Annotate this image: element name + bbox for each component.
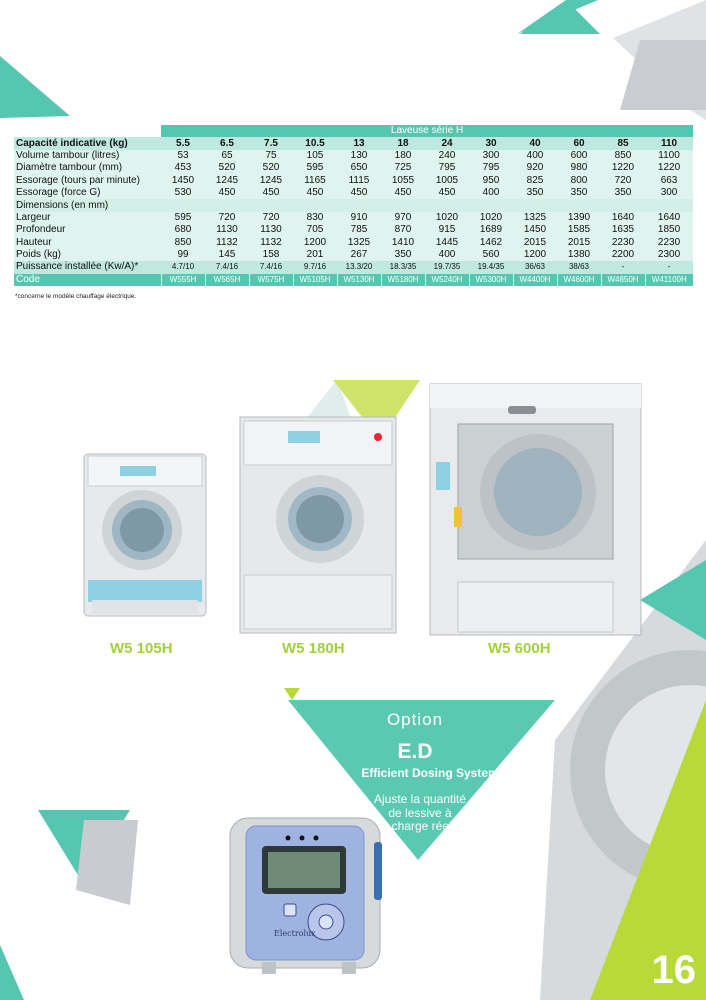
table-cell: 1585 bbox=[557, 224, 601, 236]
table-cell: 595 bbox=[161, 212, 205, 224]
table-cell: 350 bbox=[513, 187, 557, 199]
table-cell: 600 bbox=[557, 150, 601, 162]
table-cell: 1410 bbox=[381, 237, 425, 249]
power-cell: 19.7/35 bbox=[425, 261, 469, 273]
code-cell: W565H bbox=[205, 274, 249, 286]
table-cell: 450 bbox=[381, 187, 425, 199]
table-cell: 795 bbox=[469, 162, 513, 174]
table-cell: 1200 bbox=[513, 249, 557, 261]
capacity-label: Capacité indicative (kg) bbox=[14, 137, 161, 149]
table-cell: 350 bbox=[601, 187, 645, 199]
code-cell: W41100H bbox=[645, 274, 693, 286]
table-cell: 145 bbox=[205, 249, 249, 261]
table-cell: 1100 bbox=[645, 150, 693, 162]
power-cell: 7.4/16 bbox=[249, 261, 293, 273]
table-cell: 950 bbox=[469, 175, 513, 187]
footnote: *concerne le modèle chauffage électrique. bbox=[15, 293, 137, 300]
row-label: Largeur bbox=[14, 212, 161, 224]
table-cell: 870 bbox=[381, 224, 425, 236]
table-cell: 825 bbox=[513, 175, 557, 187]
spec-table bbox=[14, 125, 693, 286]
rows-a bbox=[14, 150, 693, 200]
table-cell: 453 bbox=[161, 162, 205, 174]
table-cell: 1132 bbox=[249, 237, 293, 249]
table-row bbox=[14, 224, 693, 236]
table-cell: 795 bbox=[425, 162, 469, 174]
table-cell: 2015 bbox=[557, 237, 601, 249]
code-cell: W5300H bbox=[469, 274, 513, 286]
row-label: Diamètre tambour (mm) bbox=[14, 162, 161, 174]
code-cell: W5105H bbox=[293, 274, 337, 286]
power-cell: 36/63 bbox=[513, 261, 557, 273]
teal-triangle-corner bbox=[0, 945, 24, 1000]
table-cell: 595 bbox=[293, 162, 337, 174]
table-cell: 400 bbox=[425, 249, 469, 261]
row-label: Essorage (force G) bbox=[14, 187, 161, 199]
table-cell: 75 bbox=[249, 150, 293, 162]
capacity-cell: 110 bbox=[645, 137, 693, 149]
capacity-cell: 40 bbox=[513, 137, 557, 149]
table-cell: 1020 bbox=[425, 212, 469, 224]
table-cell: 158 bbox=[249, 249, 293, 261]
dimensions-label: Dimensions (en mm) bbox=[14, 199, 161, 211]
table-cell: 1132 bbox=[205, 237, 249, 249]
table-cell: 2230 bbox=[645, 237, 693, 249]
ed-desc-line-1: Ajuste la quantité bbox=[373, 792, 467, 806]
table-cell: 2230 bbox=[601, 237, 645, 249]
capacity-cell: 6.5 bbox=[205, 137, 249, 149]
capacity-cell: 60 bbox=[557, 137, 601, 149]
power-cell: - bbox=[601, 261, 645, 273]
table-cell: 920 bbox=[513, 162, 557, 174]
power-cell: 7.4/16 bbox=[205, 261, 249, 273]
code-cell: W4600H bbox=[557, 274, 601, 286]
capacity-cell: 30 bbox=[469, 137, 513, 149]
table-cell: 1020 bbox=[469, 212, 513, 224]
table-cell: 910 bbox=[337, 212, 381, 224]
washer-w5-180h-image bbox=[238, 415, 398, 635]
lime-small-triangle bbox=[284, 688, 300, 700]
table-cell: 180 bbox=[381, 150, 425, 162]
table-cell: 1640 bbox=[645, 212, 693, 224]
table-cell: 915 bbox=[425, 224, 469, 236]
table-cell: 850 bbox=[601, 150, 645, 162]
table-row bbox=[14, 150, 693, 162]
table-cell: 1220 bbox=[601, 162, 645, 174]
washer-w5-600h-image bbox=[428, 382, 643, 637]
table-row bbox=[14, 237, 693, 249]
table-cell: 1055 bbox=[381, 175, 425, 187]
table-cell: 663 bbox=[645, 175, 693, 187]
table-cell: 105 bbox=[293, 150, 337, 162]
option-word: Option bbox=[386, 710, 444, 729]
table-cell: 520 bbox=[249, 162, 293, 174]
power-cell: - bbox=[645, 261, 693, 273]
capacity-cell: 85 bbox=[601, 137, 645, 149]
table-cell: 1689 bbox=[469, 224, 513, 236]
washer-w5-105h-image bbox=[80, 450, 210, 620]
table-cell: 201 bbox=[293, 249, 337, 261]
table-cell: 785 bbox=[337, 224, 381, 236]
table-cell: 65 bbox=[205, 150, 249, 162]
table-row bbox=[14, 249, 693, 261]
table-row bbox=[14, 162, 693, 174]
code-cell: W5130H bbox=[337, 274, 381, 286]
code-cell: W575H bbox=[249, 274, 293, 286]
power-label: Puissance installée (Kw/A)* bbox=[14, 261, 161, 273]
capacity-row bbox=[14, 137, 693, 149]
table-cell: 2200 bbox=[601, 249, 645, 261]
table-cell: 2300 bbox=[645, 249, 693, 261]
code-label: Code bbox=[14, 274, 161, 286]
table-cell: 1245 bbox=[249, 175, 293, 187]
ed-desc-line-3: la charge réelle bbox=[378, 819, 462, 833]
table-cell: 400 bbox=[513, 150, 557, 162]
model-label-3: W5 600H bbox=[488, 640, 551, 657]
table-cell: 1635 bbox=[601, 224, 645, 236]
row-label: Hauteur bbox=[14, 237, 161, 249]
power-cell: 9.7/16 bbox=[293, 261, 337, 273]
power-cell: 38/63 bbox=[557, 261, 601, 273]
code-cell: W555H bbox=[161, 274, 205, 286]
page-number: 16 bbox=[651, 948, 696, 992]
table-cell: 450 bbox=[425, 187, 469, 199]
table-cell: 300 bbox=[645, 187, 693, 199]
power-row bbox=[14, 261, 693, 273]
table-cell: 1130 bbox=[249, 224, 293, 236]
code-row bbox=[14, 274, 693, 286]
table-cell: 720 bbox=[601, 175, 645, 187]
table-cell: 1165 bbox=[293, 175, 337, 187]
table-cell: 720 bbox=[205, 212, 249, 224]
table-cell: 680 bbox=[161, 224, 205, 236]
table-cell: 450 bbox=[293, 187, 337, 199]
table-cell: 1005 bbox=[425, 175, 469, 187]
table-cell: 350 bbox=[381, 249, 425, 261]
ed-title: E.D bbox=[397, 740, 433, 763]
table-cell: 450 bbox=[205, 187, 249, 199]
table-cell: 520 bbox=[205, 162, 249, 174]
table-cell: 1850 bbox=[645, 224, 693, 236]
table-cell: 800 bbox=[557, 175, 601, 187]
table-cell: 53 bbox=[161, 150, 205, 162]
table-cell: 1450 bbox=[513, 224, 557, 236]
power-cell: 13.3/20 bbox=[337, 261, 381, 273]
table-cell: 705 bbox=[293, 224, 337, 236]
table-cell: 1325 bbox=[513, 212, 557, 224]
table-cell: 560 bbox=[469, 249, 513, 261]
table-cell: 1390 bbox=[557, 212, 601, 224]
table-cell: 980 bbox=[557, 162, 601, 174]
table-row bbox=[14, 187, 693, 199]
table-cell: 2015 bbox=[513, 237, 557, 249]
table-cell: 450 bbox=[249, 187, 293, 199]
capacity-cell: 7.5 bbox=[249, 137, 293, 149]
ed-desc-line-2: de lessive à bbox=[388, 805, 452, 820]
table-cell: 1245 bbox=[205, 175, 249, 187]
table-row bbox=[14, 212, 693, 224]
series-header-row bbox=[14, 125, 693, 137]
table-cell: 1445 bbox=[425, 237, 469, 249]
table-cell: 1325 bbox=[337, 237, 381, 249]
series-label: Laveuse série H bbox=[161, 125, 693, 137]
table-cell: 350 bbox=[557, 187, 601, 199]
row-label: Profondeur bbox=[14, 224, 161, 236]
table-cell: 1380 bbox=[557, 249, 601, 261]
row-label: Volume tambour (litres) bbox=[14, 150, 161, 162]
table-cell: 1130 bbox=[205, 224, 249, 236]
dimensions-row bbox=[14, 199, 693, 211]
dosing-device-image bbox=[222, 812, 397, 982]
capacity-cell: 10.5 bbox=[293, 137, 337, 149]
row-label: Poids (kg) bbox=[14, 249, 161, 261]
capacity-cell: 24 bbox=[425, 137, 469, 149]
code-cell: W4850H bbox=[601, 274, 645, 286]
ed-subtitle: Efficient Dosing System bbox=[361, 766, 499, 780]
table-cell: 130 bbox=[337, 150, 381, 162]
table-cell: 850 bbox=[161, 237, 205, 249]
rows-b bbox=[14, 212, 693, 262]
capacity-cell: 13 bbox=[337, 137, 381, 149]
table-cell: 720 bbox=[249, 212, 293, 224]
table-cell: 240 bbox=[425, 150, 469, 162]
power-cell: 4.7/10 bbox=[161, 261, 205, 273]
power-cell: 18.3/35 bbox=[381, 261, 425, 273]
table-cell: 970 bbox=[381, 212, 425, 224]
table-cell: 1220 bbox=[645, 162, 693, 174]
table-cell: 450 bbox=[337, 187, 381, 199]
model-label-2: W5 180H bbox=[282, 640, 345, 657]
teal-triangle-top2 bbox=[520, 0, 600, 34]
table-cell: 1450 bbox=[161, 175, 205, 187]
table-row bbox=[14, 175, 693, 187]
table-cell: 1462 bbox=[469, 237, 513, 249]
table-cell: 300 bbox=[469, 150, 513, 162]
table-cell: 400 bbox=[469, 187, 513, 199]
code-cell: W5240H bbox=[425, 274, 469, 286]
brand-text: Electrolux bbox=[274, 929, 316, 938]
model-label-1: W5 105H bbox=[110, 640, 173, 657]
code-cell: W4400H bbox=[513, 274, 557, 286]
code-cell: W5180H bbox=[381, 274, 425, 286]
table-cell: 99 bbox=[161, 249, 205, 261]
row-label: Essorage (tours par minute) bbox=[14, 175, 161, 187]
teal-triangle-left bbox=[0, 56, 70, 118]
table-cell: 1640 bbox=[601, 212, 645, 224]
table-cell: 725 bbox=[381, 162, 425, 174]
table-cell: 650 bbox=[337, 162, 381, 174]
table-cell: 530 bbox=[161, 187, 205, 199]
capacity-cell: 18 bbox=[381, 137, 425, 149]
power-cell: 19.4/35 bbox=[469, 261, 513, 273]
capacity-cell: 5.5 bbox=[161, 137, 205, 149]
table-cell: 830 bbox=[293, 212, 337, 224]
table-cell: 1200 bbox=[293, 237, 337, 249]
table-cell: 267 bbox=[337, 249, 381, 261]
table-cell: 1115 bbox=[337, 175, 381, 187]
photo-bottom-left bbox=[76, 820, 138, 905]
